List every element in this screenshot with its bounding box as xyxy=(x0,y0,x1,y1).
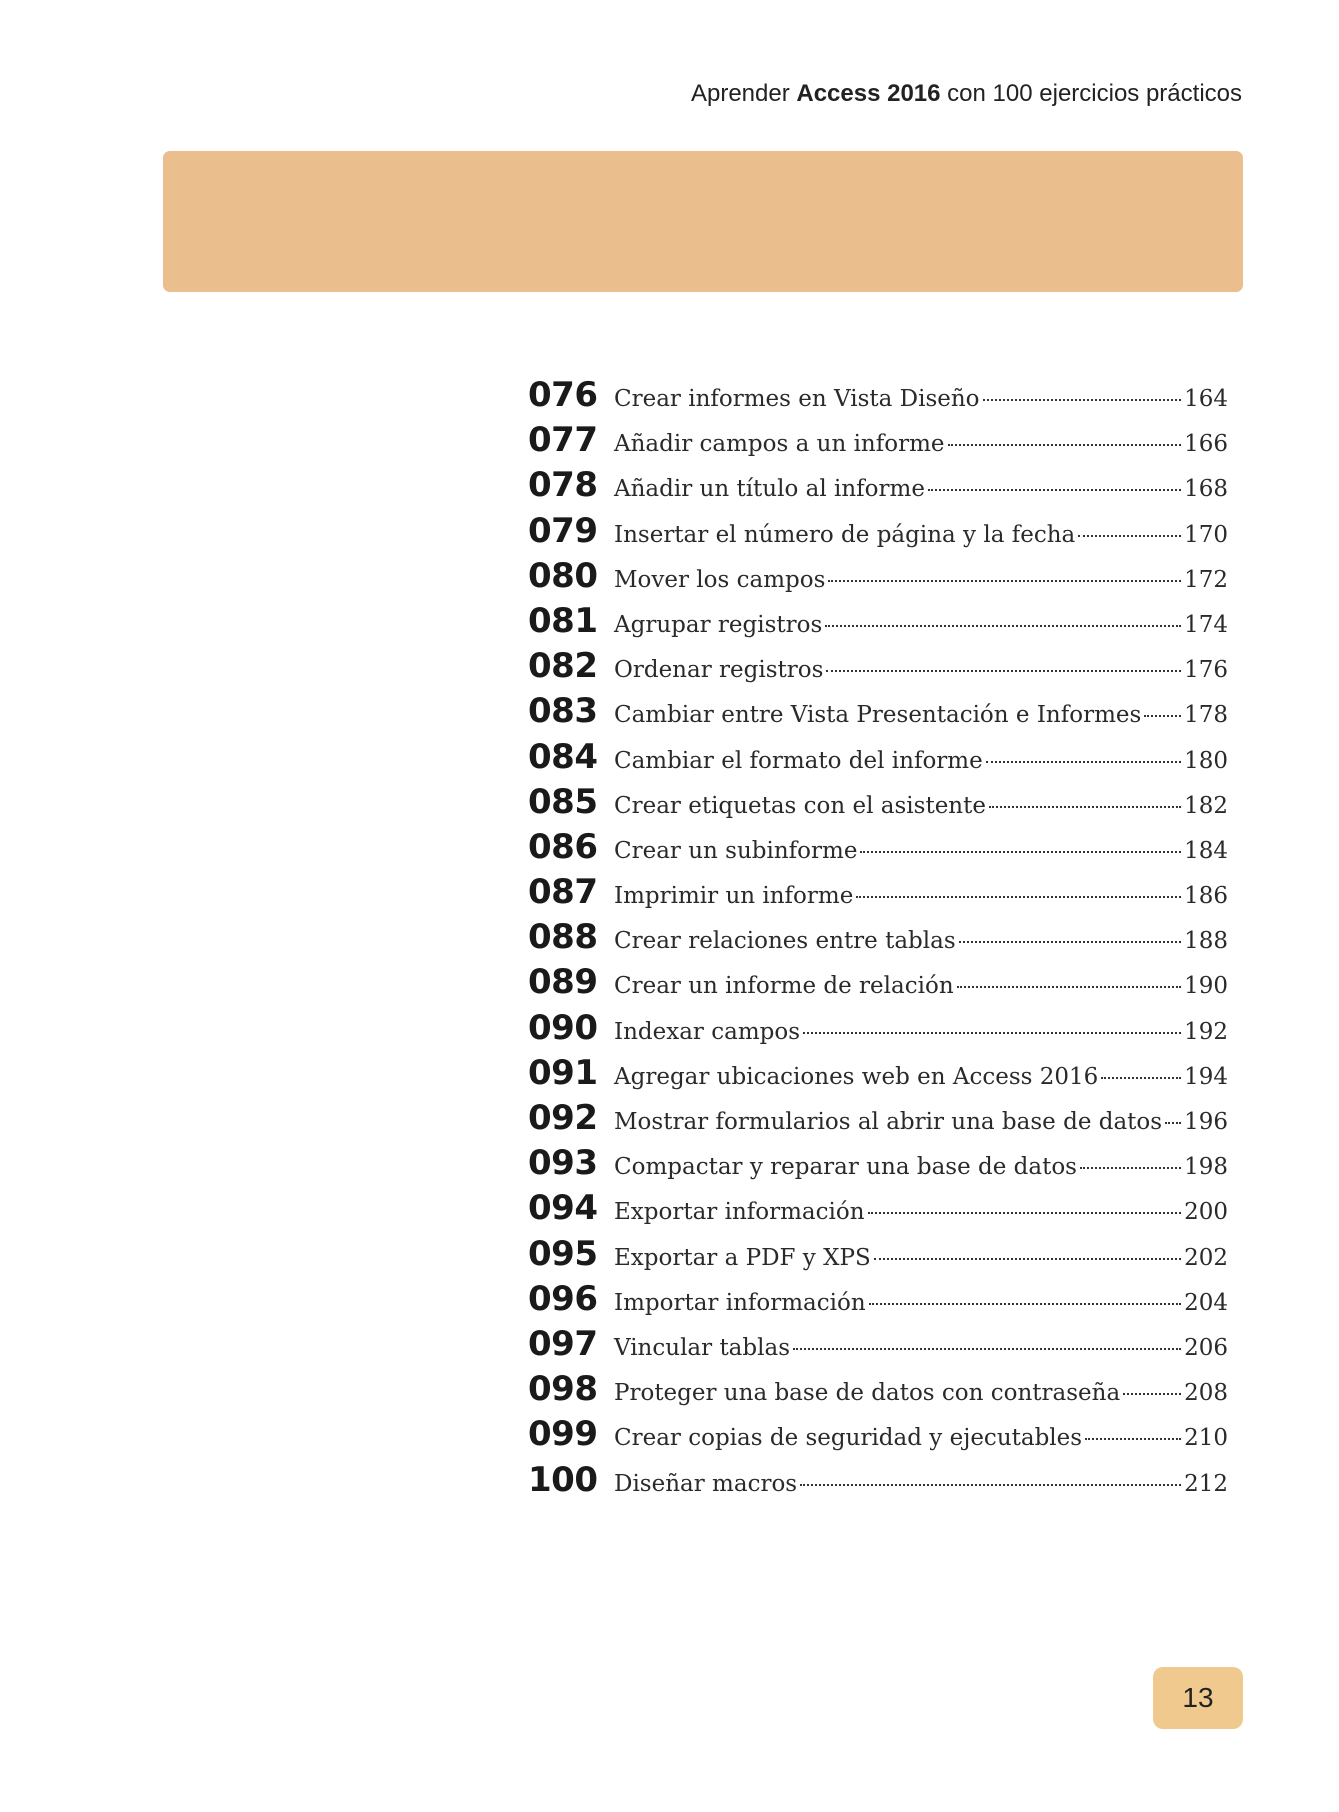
toc-leader-dots xyxy=(860,851,1181,853)
toc-leader-dots xyxy=(986,761,1181,763)
toc-entry[interactable] xyxy=(528,1143,1228,1188)
toc-entry-number: 089 xyxy=(528,962,598,1003)
toc-leader-dots xyxy=(1144,715,1181,717)
toc-entry[interactable] xyxy=(528,691,1228,736)
header-text-post: con 100 ejercicios prácticos xyxy=(940,80,1242,107)
toc-entry-number: 096 xyxy=(528,1278,598,1319)
toc-entry-title: Diseñar macros xyxy=(614,1470,798,1497)
toc-leader-dots xyxy=(793,1348,1181,1350)
toc-leader-dots xyxy=(989,806,1181,808)
toc-entry-page: 200 xyxy=(1184,1199,1228,1226)
toc-leader-dots xyxy=(1080,1167,1181,1169)
toc-entry[interactable] xyxy=(528,420,1228,465)
toc-entry-page: 212 xyxy=(1184,1470,1228,1497)
toc-entry-number: 100 xyxy=(528,1459,598,1500)
header-text-bold: Access 2016 xyxy=(796,80,941,107)
toc-entry-number: 079 xyxy=(528,510,598,551)
toc-entry-number: 081 xyxy=(528,600,598,641)
toc-entry-title: Compactar y reparar una base de datos xyxy=(614,1154,1077,1181)
toc-entry-page: 188 xyxy=(1184,928,1228,955)
toc-entry[interactable] xyxy=(528,556,1228,601)
toc-entry[interactable] xyxy=(528,511,1228,556)
toc-entry-page: 168 xyxy=(1184,476,1228,503)
toc-entry-page: 190 xyxy=(1184,973,1228,1000)
toc-entry[interactable] xyxy=(528,1234,1228,1279)
toc-entry-number: 087 xyxy=(528,872,598,913)
toc-leader-dots xyxy=(957,986,1181,988)
toc-entry-title: Cambiar entre Vista Presentación e Informes xyxy=(614,702,1142,729)
toc-entry-number: 088 xyxy=(528,917,598,958)
toc-entry-page: 194 xyxy=(1184,1063,1228,1090)
toc-entry-number: 077 xyxy=(528,420,598,461)
toc-entry-number: 090 xyxy=(528,1007,598,1048)
toc-entry-page: 176 xyxy=(1184,657,1228,684)
toc-entry[interactable] xyxy=(528,1414,1228,1459)
toc-entry-number: 078 xyxy=(528,465,598,506)
toc-leader-dots xyxy=(868,1212,1182,1214)
toc-leader-dots xyxy=(1123,1393,1181,1395)
toc-entry-number: 099 xyxy=(528,1414,598,1455)
toc-entry-page: 192 xyxy=(1184,1018,1228,1045)
toc-entry[interactable] xyxy=(528,962,1228,1007)
toc-entry-title: Crear un informe de relación xyxy=(614,973,954,1000)
toc-entry-title: Indexar campos xyxy=(614,1018,800,1045)
toc-entry-number: 086 xyxy=(528,826,598,867)
toc-entry-number: 082 xyxy=(528,646,598,687)
toc-entry-number: 092 xyxy=(528,1098,598,1138)
toc-entry-title: Añadir un título al informe xyxy=(614,476,925,503)
toc-entry-title: Mostrar formularios al abrir una base de datos xyxy=(614,1109,1163,1135)
toc-entry-title: Agrupar registros xyxy=(614,611,823,638)
toc-entry[interactable] xyxy=(528,465,1228,510)
toc-leader-dots xyxy=(803,1032,1181,1034)
toc-leader-dots xyxy=(856,896,1181,898)
toc-entry-number: 084 xyxy=(528,736,598,777)
toc-entry-page: 172 xyxy=(1184,566,1228,593)
toc-entry-number: 091 xyxy=(528,1052,598,1093)
toc-entry[interactable] xyxy=(528,737,1228,782)
toc-leader-dots xyxy=(928,489,1181,491)
toc-entry-page: 204 xyxy=(1184,1289,1228,1316)
toc-entry-title: Importar información xyxy=(614,1289,866,1316)
toc-entry-page: 178 xyxy=(1184,702,1228,729)
toc-entry[interactable] xyxy=(528,1188,1228,1233)
toc-entry[interactable] xyxy=(528,1098,1228,1143)
toc-entry[interactable] xyxy=(528,1460,1228,1505)
toc-entry-page: 208 xyxy=(1184,1380,1228,1407)
toc-entry-title: Mover los campos xyxy=(614,566,826,593)
toc-entry-page: 186 xyxy=(1184,883,1228,910)
toc-leader-dots xyxy=(1085,1438,1181,1440)
toc-entry[interactable] xyxy=(528,646,1228,691)
toc-entry-title: Vincular tablas xyxy=(614,1334,790,1361)
toc-entry-title: Exportar información xyxy=(614,1199,865,1226)
toc-entry[interactable] xyxy=(528,375,1228,420)
toc-entry-title: Añadir campos a un informe xyxy=(614,431,945,458)
toc-leader-dots xyxy=(1101,1077,1181,1079)
toc-entry[interactable] xyxy=(528,782,1228,827)
toc-entry-page: 174 xyxy=(1184,611,1228,638)
toc-leader-dots xyxy=(828,580,1181,582)
toc-leader-dots xyxy=(1165,1122,1181,1124)
toc-entry-page: 170 xyxy=(1184,521,1228,548)
toc-entry-number: 080 xyxy=(528,555,598,596)
toc-leader-dots xyxy=(800,1484,1181,1486)
toc-entry-title: Cambiar el formato del informe xyxy=(614,747,983,774)
toc-entry-title: Crear copias de seguridad y ejecutables xyxy=(614,1425,1083,1452)
toc-entry-number: 095 xyxy=(528,1233,598,1274)
toc-entry-page: 198 xyxy=(1184,1154,1228,1181)
chapter-banner xyxy=(163,151,1243,292)
toc-entry[interactable] xyxy=(528,601,1228,646)
toc-entry-page: 206 xyxy=(1184,1334,1228,1361)
toc-leader-dots xyxy=(869,1303,1181,1305)
toc-leader-dots xyxy=(825,625,1181,627)
running-header xyxy=(691,80,1242,108)
toc-entry-title: Ordenar registros xyxy=(614,657,824,684)
toc-leader-dots xyxy=(874,1258,1181,1260)
toc-entry-number: 085 xyxy=(528,781,598,822)
toc-entry-page: 196 xyxy=(1184,1109,1228,1135)
toc-leader-dots xyxy=(959,941,1181,943)
page-number: 13 xyxy=(1182,1682,1214,1713)
toc-entry-page: 164 xyxy=(1184,386,1228,412)
toc-entry-title: Crear relaciones entre tablas xyxy=(614,928,956,955)
header-text-pre: Aprender xyxy=(690,80,797,107)
toc-entry-number: 097 xyxy=(528,1323,598,1364)
toc-entry[interactable] xyxy=(528,872,1228,917)
table-of-contents xyxy=(528,375,1228,1505)
toc-entry-number: 083 xyxy=(528,691,598,732)
toc-entry-number: 076 xyxy=(528,375,598,415)
toc-entry-title: Imprimir un informe xyxy=(614,883,854,910)
toc-entry-title: Exportar a PDF y XPS xyxy=(614,1244,871,1271)
toc-entry-number: 098 xyxy=(528,1369,598,1410)
toc-entry-page: 184 xyxy=(1184,837,1228,864)
toc-entry-number: 093 xyxy=(528,1143,598,1184)
toc-entry[interactable] xyxy=(528,1279,1228,1324)
toc-entry-title: Insertar el número de página y la fecha xyxy=(614,521,1076,548)
toc-entry-title: Crear etiquetas con el asistente xyxy=(614,792,986,819)
toc-entry[interactable] xyxy=(528,1053,1228,1098)
page-number-badge xyxy=(1153,1667,1243,1729)
toc-leader-dots xyxy=(1078,535,1181,537)
toc-entry[interactable] xyxy=(528,1369,1228,1414)
toc-leader-dots xyxy=(948,444,1182,446)
toc-entry-page: 210 xyxy=(1184,1425,1228,1452)
toc-entry-title: Crear informes en Vista Diseño xyxy=(614,386,980,412)
toc-entry-page: 166 xyxy=(1184,431,1228,458)
toc-entry-title: Proteger una base de datos con contraseña xyxy=(614,1380,1121,1407)
toc-entry-number: 094 xyxy=(528,1188,598,1229)
toc-entry[interactable] xyxy=(528,917,1228,962)
toc-leader-dots xyxy=(826,670,1181,672)
toc-entry-page: 180 xyxy=(1184,747,1228,774)
toc-entry-title: Crear un subinforme xyxy=(614,837,858,864)
toc-entry[interactable] xyxy=(528,827,1228,872)
toc-entry-page: 182 xyxy=(1184,792,1228,819)
toc-entry-title: Agregar ubicaciones web en Access 2016 xyxy=(614,1063,1099,1090)
toc-leader-dots xyxy=(983,399,1182,401)
toc-entry[interactable] xyxy=(528,1324,1228,1369)
toc-entry[interactable] xyxy=(528,1008,1228,1053)
toc-entry-page: 202 xyxy=(1184,1244,1228,1271)
